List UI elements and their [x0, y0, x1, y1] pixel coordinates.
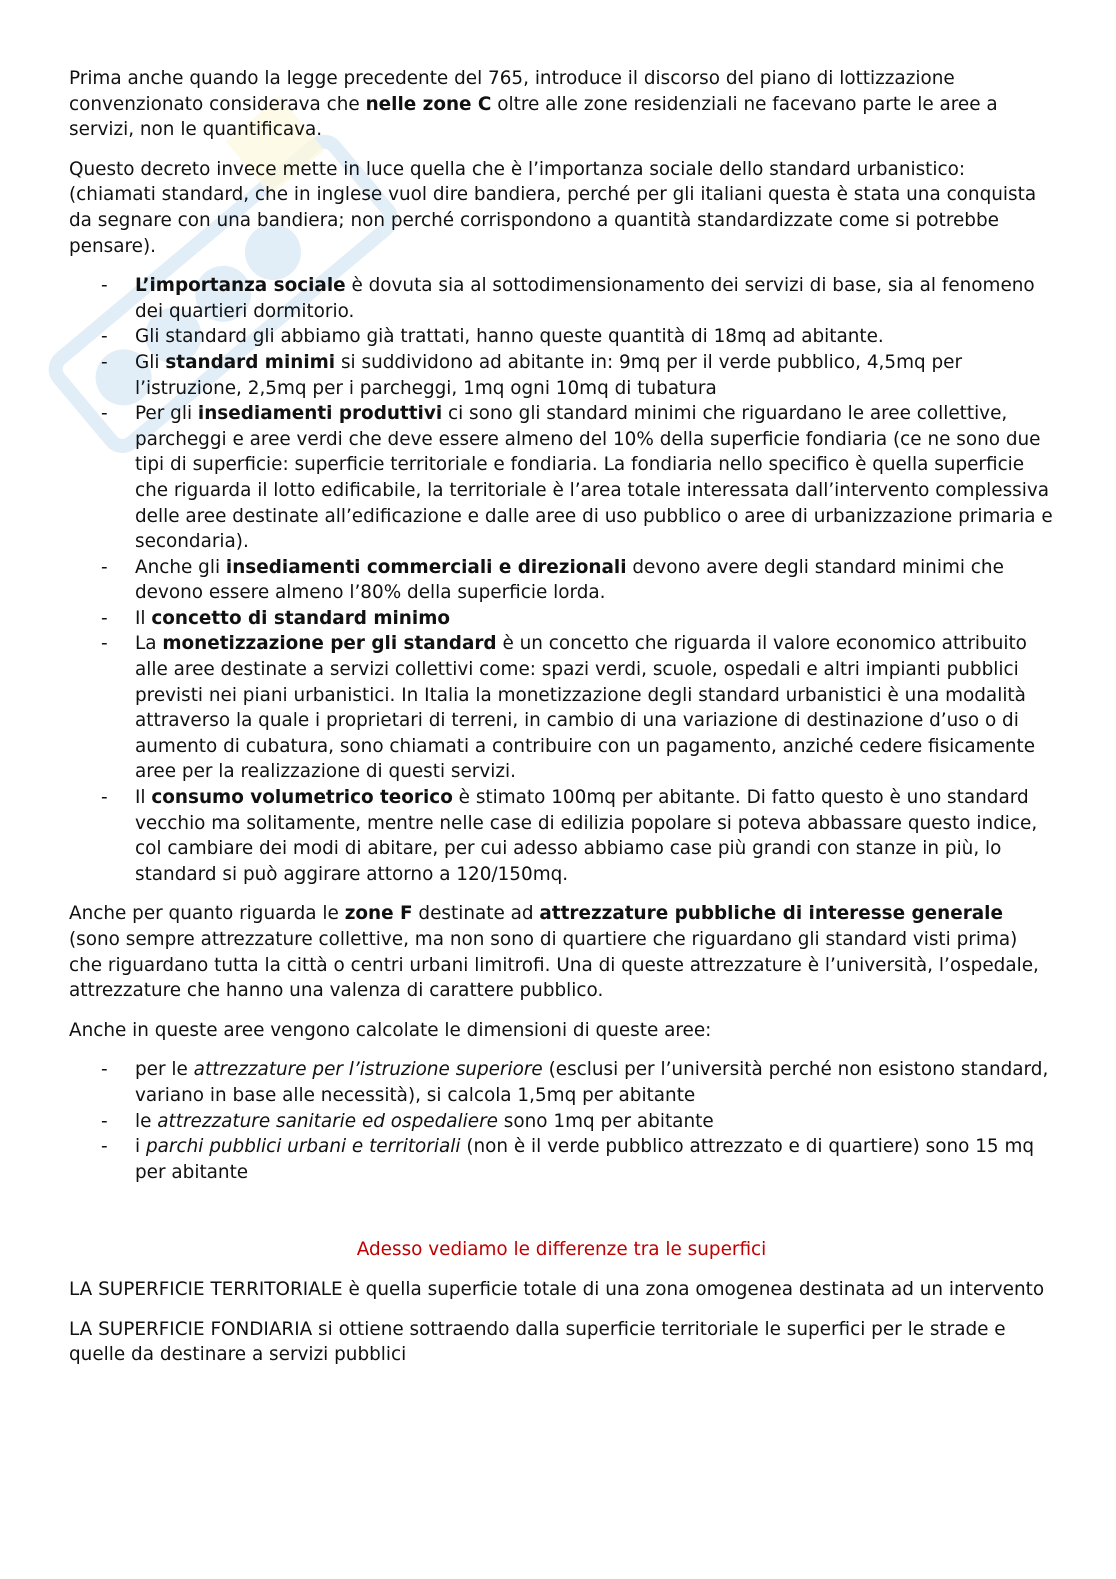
text-span: si suddividono ad abitante in: 9mq per il verde pubblico, 4,5mq per l’istruzione, 2,5mq per i parcheggi, 1mq ogni 10mq di tubatura [135, 351, 963, 399]
paragraph-superficie-territoriale: LA SUPERFICIE TERRITORIALE è quella superficie totale di una zona omogenea destinata ad un intervento [69, 1278, 1045, 1300]
bold-text: monetizzazione per gli standard [162, 633, 497, 655]
paragraph-superficie-fondiaria: LA SUPERFICIE FONDIARIA si ottiene sottraendo dalla superficie territoriale le superfici per le strade e quelle da destinare a servizi pubblici [69, 1318, 1006, 1366]
dash-bullet: - [101, 1059, 108, 1081]
bold-text: concetto di standard minimo [151, 607, 450, 629]
paragraph-aree: Anche in queste aree vengono calcolate le dimensioni di queste aree: [69, 1019, 712, 1041]
list-item [69, 401, 1054, 555]
list-item [69, 631, 1054, 785]
text-span: Il [135, 787, 152, 809]
dash-bullet: - [101, 326, 108, 348]
section-heading: Adesso vediamo le differenze tra le superfici [356, 1239, 767, 1261]
text-span: La [135, 633, 163, 655]
bold-text: nelle zone C [365, 93, 492, 115]
text-span: è dovuta sia al sottodimensionamento dei servizi di base, sia al fenomeno dei quartieri dormitorio. [135, 275, 1035, 322]
dash-bullet: - [101, 787, 108, 809]
zone-f-list [69, 1057, 1054, 1185]
list-item [69, 273, 1054, 324]
text-span: Gli [135, 351, 166, 373]
italic-text: parchi pubblici urbani e territoriali [145, 1136, 461, 1158]
text-span: ci sono gli standard minimi che riguardano le aree collettive, parcheggi e aree verdi che deve essere almeno del 10% della superficie fondiaria (ce ne sono due tipi di superficie: superficie territoriale e fondiaria. La fondiaria nello specifico è quella superficie che riguarda il lotto edificabile, la territoriale è l’area totale interessata dall’intervento complessiva delle aree destinate all’edificazione e dalle aree di uso pubblico o aree di urbanizzazione primaria e secondaria). [135, 403, 1053, 553]
paragraph-intro [69, 66, 1054, 143]
list-item [69, 555, 1054, 606]
dash-bullet: - [101, 1110, 108, 1132]
paragraph-zone-f [69, 901, 1054, 1003]
text-span: Il [135, 607, 152, 629]
list-item [69, 350, 1054, 401]
bold-text: zone F [344, 903, 413, 925]
dash-bullet: - [101, 607, 108, 629]
text-span: (sono sempre attrezzature collettive, ma non sono di quartiere che riguardano gli standard visti prima) che riguardano tutta la città o centri urbani limitrofi. Una di queste attrezzature è l’università, l’ospedale, attrezzature che hanno una valenza di carattere pubblico. [69, 929, 1039, 1002]
dash-bullet: - [101, 403, 108, 425]
text-span: è un concetto che riguarda il valore economico attribuito alle aree destinate a servizi collettivi come: spazi verdi, scuole, ospedali e altri impianti pubblici previsti nei piani urbanistici. In Italia la monetizzazione degli standard urbanistici è una modalità attraverso la quale i proprietari di terreni, in cambio di una variazione di destinazione d’uso o di aumento di cubatura, sono chiamati a contribuire con un pagamento, anziché cedere fisicamente aree per la realizzazione di questi servizi. [135, 633, 1036, 783]
dash-bullet: - [101, 633, 108, 655]
text-span: sono 1mq per abitante [497, 1110, 714, 1132]
text-span: Gli standard gli abbiamo già trattati, hanno queste quantità di 18mq ad abitante. [135, 326, 884, 348]
bold-text: standard minimi [165, 351, 336, 373]
document-page [69, 66, 1054, 1382]
dash-bullet: - [101, 556, 108, 578]
bold-text: attrezzature pubbliche di interesse generale [539, 903, 1003, 925]
standards-list [69, 273, 1054, 887]
bold-text: insediamenti commerciali e direzionali [225, 556, 627, 578]
text-span: le [135, 1110, 158, 1132]
text-span: destinate ad [412, 903, 540, 925]
text-span: devono avere degli standard minimi che devono essere almeno l’80% della superficie lorda. [135, 556, 1004, 604]
italic-text: attrezzature sanitarie ed ospedaliere [157, 1110, 498, 1132]
list-item [69, 606, 1054, 632]
text-span: Anche gli [135, 556, 226, 578]
list-item [69, 1057, 1054, 1108]
paragraph-decreto: Questo decreto invece mette in luce quella che è l’importanza sociale dello standard urbanistico: (chiamati standard, che in inglese vuol dire bandiera, perché per gli italiani questa è stata una conquista da segnare con una bandiera; non perché corrispondono a quantità standardizzate come si potrebbe pensare). [69, 158, 1037, 257]
text-span: (esclusi per l’università perché non esistono standard, variano in base alle necessità), si calcola 1,5mq per abitante [135, 1059, 1049, 1106]
list-item [69, 785, 1054, 887]
list-item [69, 1109, 1054, 1135]
text-span: i [135, 1136, 146, 1158]
list-item [69, 324, 1054, 350]
text-span: per le [135, 1059, 194, 1081]
text-span: Prima anche quando la legge precedente del 765, introduce il discorso del piano di lottizzazione convenzionato considerava che [69, 68, 955, 115]
text-span: Per gli [135, 403, 198, 425]
bold-text: consumo volumetrico teorico [151, 787, 453, 809]
text-span: Anche per quanto riguarda le [69, 903, 345, 925]
list-item [69, 1134, 1054, 1185]
text-span: è stimato 100mq per abitante. Di fatto questo è uno standard vecchio ma solitamente, mentre nelle case di edilizia popolare si poteva abbassare questo indice, col cambiare dei modi di abitare, per cui adesso abbiamo case più grandi con stanze in più, lo standard si può aggirare attorno a 120/150mq. [135, 787, 1038, 885]
bold-text: L’importanza sociale [135, 275, 346, 297]
dash-bullet: - [101, 1136, 108, 1158]
text-span: (non è il verde pubblico attrezzato e di quartiere) sono 15 mq per abitante [135, 1136, 1035, 1183]
text-span: oltre alle zone residenziali ne facevano parte le aree a servizi, non le quantificava. [69, 93, 998, 141]
dash-bullet: - [101, 351, 108, 373]
bold-text: insediamenti produttivi [197, 403, 443, 425]
dash-bullet: - [101, 275, 108, 297]
italic-text: attrezzature per l’istruzione superiore [193, 1059, 543, 1081]
